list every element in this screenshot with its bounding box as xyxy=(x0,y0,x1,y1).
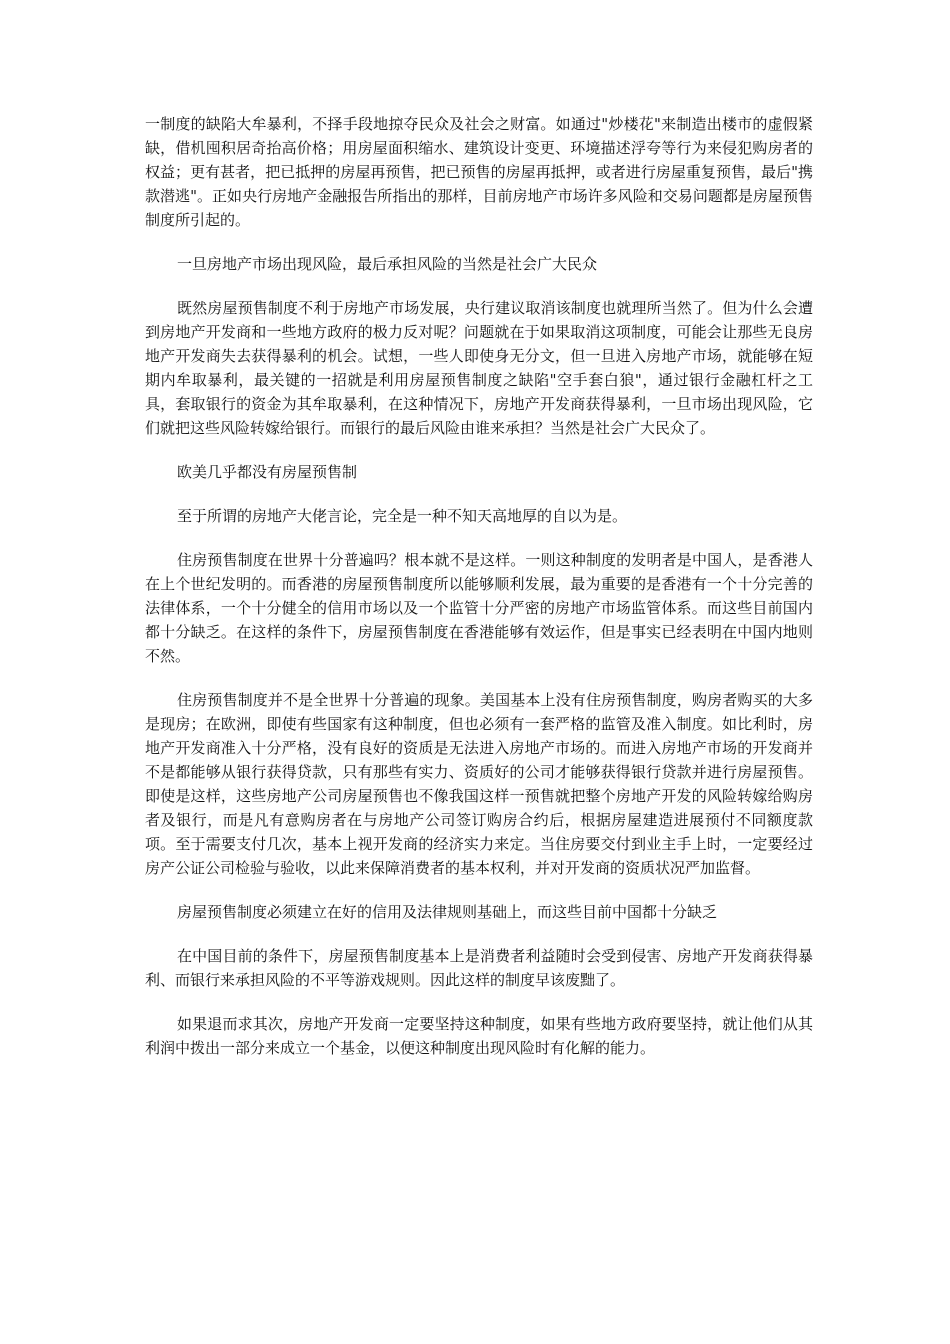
paragraph-why-opposed: 既然房屋预售制度不利于房地产市场发展，央行建议取消该制度也就理所当然了。但为什么会遭到房地产开发商和一些地方政府的极力反对呢？问题就在于如果取消这项制度，可能会让那些无良房地产开发商失去获得暴利的机会。试想，一些人即使身无分文，但一旦进入房地产市场，就能够在短期内牟取暴利，最关键的一招就是利用房屋预售制度之缺陷"空手套白狼"，通过银行金融杠杆之工具，套取银行的资金为其牟取暴利，在这种情况下，房地产开发商获得暴利，一旦市场出现风险，它们就把这些风险转嫁给银行。而银行的最后风险由谁来承担？当然是社会广大民众了。 xyxy=(145,299,813,437)
section-heading-europe-us: 欧美几乎都没有房屋预售制 xyxy=(177,463,358,481)
paragraph-tycoon-remarks: 至于所谓的房地产大佬言论，完全是一种不知天高地厚的自以为是。 xyxy=(177,507,628,525)
section-heading-risk-bearers: 一旦房地产市场出现风险，最后承担风险的当然是社会广大民众 xyxy=(177,255,598,273)
document-page xyxy=(145,112,813,1080)
paragraph-unequal-rules: 在中国目前的条件下，房屋预售制度基本上是消费者利益随时会受到侵害、房地产开发商获得暴利、而银行来承担风险的不平等游戏规则。因此这样的制度早该废黜了。 xyxy=(145,947,813,989)
paragraph-not-universal: 住房预售制度并不是全世界十分普遍的现象。美国基本上没有住房预售制度，购房者购买的大多是现房；在欧洲，即使有些国家有这种制度，但也必须有一套严格的监管及准入制度。如比利时，房地产开发商准入十分严格，没有良好的资质是无法进入房地产市场的。而进入房地产市场的开发商并不是都能够从银行获得贷款，只有那些有实力、资质好的公司才能够获得银行贷款并进行房屋预售。即使是这样，这些房地产公司房屋预售也不像我国这样一预售就把整个房地产开发的风险转嫁给购房者及银行，而是凡有意购房者在与房地产公司签订购房合约后，根据房屋建造进展预付不同额度款项。至于需要支付几次，基本上视开发商的经济实力来定。当住房要交付到业主手上时，一定要经过房产公证公司检验与验收，以此来保障消费者的基本权利，并对开发商的资质状况严加监督。 xyxy=(145,691,813,877)
paragraph-hong-kong-origin: 住房预售制度在世界十分普遍吗？根本就不是这样。一则这种制度的发明者是中国人，是香港人在上个世纪发明的。而香港的房屋预售制度所以能够顺利发展，最为重要的是香港有一个十分完善的法律体系，一个十分健全的信用市场以及一个监管十分严密的房地产市场监管体系。而这些目前国内都十分缺乏。在这样的条件下，房屋预售制度在香港能够有效运作，但是事实已经表明在中国内地则不然。 xyxy=(145,551,813,665)
paragraph-continuation: 一制度的缺陷大牟暴利，不择手段地掠夺民众及社会之财富。如通过"炒楼花"来制造出楼市的虚假紧缺，借机囤积居奇抬高价格；用房屋面积缩水、建筑设计变更、环境描述浮夸等行为来侵犯购房者的权益；更有甚者，把已抵押的房屋再预售，把已预售的房屋再抵押，或者进行房屋重复预售，最后"携款潜逃"。正如央行房地产金融报告所指出的那样，目前房地产市场许多风险和交易问题都是房屋预售制度所引起的。 xyxy=(145,115,813,229)
paragraph-fund-proposal: 如果退而求其次，房地产开发商一定要坚持这种制度，如果有些地方政府要坚持，就让他们从其利润中拨出一部分来成立一个基金，以便这种制度出现风险时有化解的能力。 xyxy=(145,1015,813,1057)
section-heading-credit-law: 房屋预售制度必须建立在好的信用及法律规则基础上，而这些目前中国都十分缺乏 xyxy=(177,903,718,921)
